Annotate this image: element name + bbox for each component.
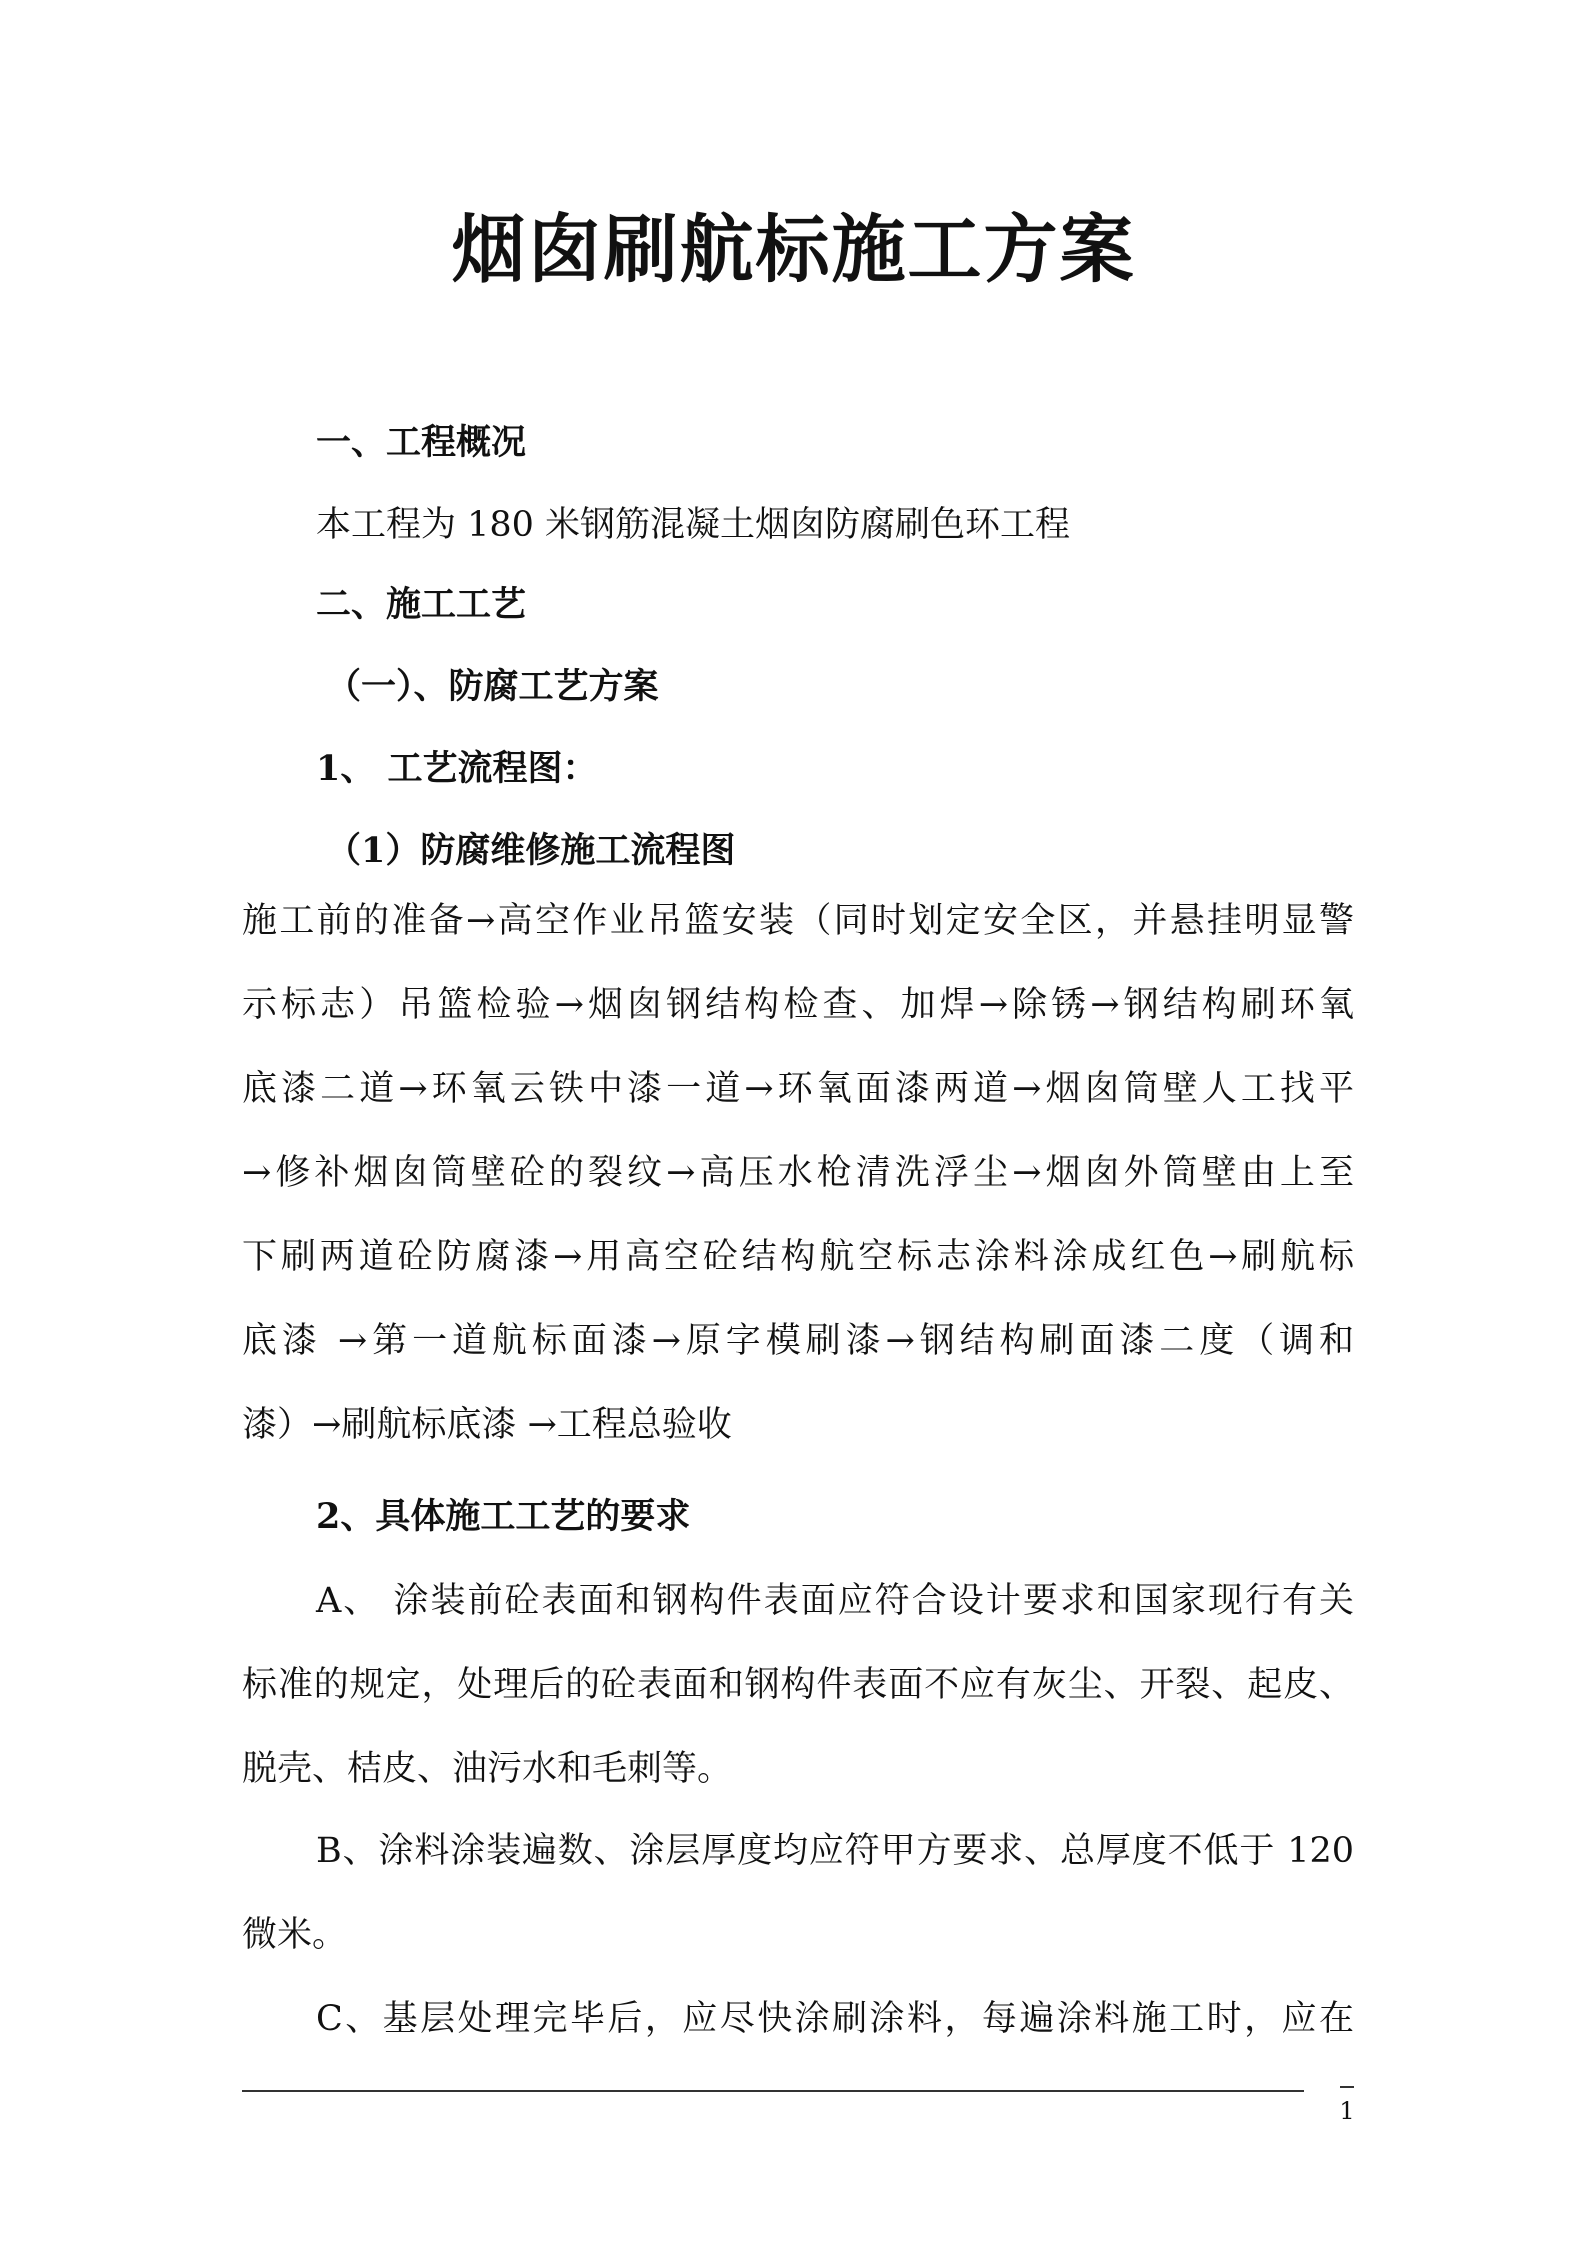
requirement-c-line: C、基层处理完毕后，应尽快涂刷涂料，每遍涂料施工时，应在 — [316, 1999, 1354, 2039]
item-subheading-flow: （1）防腐维修施工流程图 — [326, 830, 736, 871]
flow-line: →修补烟囱筒壁砼的裂纹→高压水枪清洗浮尘→烟囱外筒壁由上至 — [242, 1153, 1354, 1193]
page-number: 1 — [1339, 2097, 1355, 2125]
page-number-bar — [1340, 2086, 1354, 2088]
flow-line: 底漆 →第一道航标面漆→原字模刷漆→钢结构刷面漆二度（调和 — [242, 1321, 1354, 1361]
document-title: 烟囱刷航标施工方案 — [451, 207, 1136, 293]
requirement-a-line: 标准的规定，处理后的砼表面和钢构件表面不应有灰尘、开裂、起皮、 — [242, 1665, 1354, 1705]
flow-line: 示标志）吊篮检验→烟囱钢结构检查、加焊→除锈→钢结构刷环氧 — [242, 985, 1354, 1025]
subsection-heading-anticorrosion: （一）、防腐工艺方案 — [326, 666, 659, 707]
section-heading-process: 二、施工工艺 — [316, 584, 527, 625]
flow-line: 施工前的准备→高空作业吊篮安装（同时划定安全区，并悬挂明显警 — [242, 901, 1354, 941]
item-heading-requirements: 2、具体施工工艺的要求 — [316, 1496, 691, 1537]
section-heading-overview: 一、工程概况 — [316, 422, 527, 463]
requirement-a-line: A、 涂装前砼表面和钢构件表面应符合设计要求和国家现行有关 — [316, 1581, 1354, 1621]
flow-line: 漆）→刷航标底漆 →工程总验收 — [242, 1405, 732, 1445]
item-heading-flowchart: 1、 工艺流程图： — [316, 748, 598, 789]
overview-text: 本工程为 180 米钢筋混凝土烟囱防腐刷色环工程 — [316, 505, 1071, 545]
requirement-a-line: 脱壳、桔皮、油污水和毛刺等。 — [242, 1749, 733, 1789]
requirement-b-line: 微米。 — [242, 1915, 348, 1955]
requirement-b-line: B、涂料涂装遍数、涂层厚度均应符甲方要求、总厚度不低于 120 — [316, 1831, 1354, 1871]
flow-line: 下刷两道砼防腐漆→用高空砼结构航空标志涂料涂成红色→刷航标 — [242, 1237, 1354, 1277]
footer-rule — [242, 2090, 1304, 2092]
flow-line: 底漆二道→环氧云铁中漆一道→环氧面漆两道→烟囱筒壁人工找平 — [242, 1069, 1354, 1109]
